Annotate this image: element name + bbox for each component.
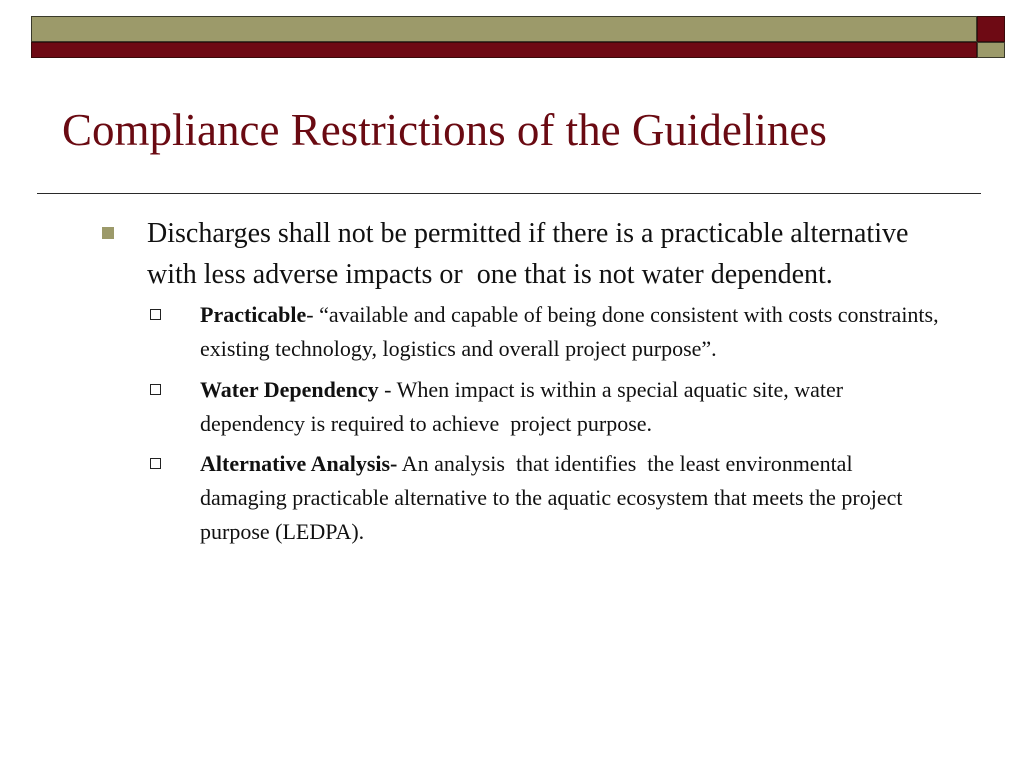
sub-bullet-term: Alternative Analysis- <box>200 451 398 476</box>
sub-bullet-alternative-analysis <box>200 447 940 549</box>
header-band-maroon <box>31 42 977 58</box>
sub-bullet-term: Water Dependency <box>200 377 379 402</box>
hollow-square-bullet-icon <box>150 309 161 320</box>
sub-bullet-text: An analysis that identifies the least environmental damaging practicable alternative to the aquatic ecosystem that meets the project purpose (LEDPA). <box>200 451 903 544</box>
sub-bullet-text: - When impact is within a special aquatic site, water dependency is required to achieve project purpose. <box>200 377 844 436</box>
sub-bullet-water-dependency <box>200 373 940 441</box>
hollow-square-bullet-icon <box>150 458 161 469</box>
slide-title: Compliance Restrictions of the Guidelines <box>62 105 827 155</box>
bullet-text: Discharges shall not be permitted if there is a practicable alternative with less adverse impacts or one that is not water dependent. <box>147 218 909 290</box>
sub-bullet-practicable <box>200 298 940 366</box>
bullet-item <box>147 213 947 295</box>
sub-bullet-term: Practicable <box>200 302 307 327</box>
title-divider <box>37 193 981 194</box>
header-corner-olive <box>977 42 1005 58</box>
header-band-olive <box>31 16 977 42</box>
sub-bullet-text: - “available and capable of being done consistent with costs constraints, existing technology, logistics and overall project purpose”. <box>200 302 939 361</box>
slide-content <box>0 213 1024 549</box>
header-corner-maroon <box>977 16 1005 42</box>
hollow-square-bullet-icon <box>150 384 161 395</box>
square-bullet-icon <box>102 227 114 239</box>
